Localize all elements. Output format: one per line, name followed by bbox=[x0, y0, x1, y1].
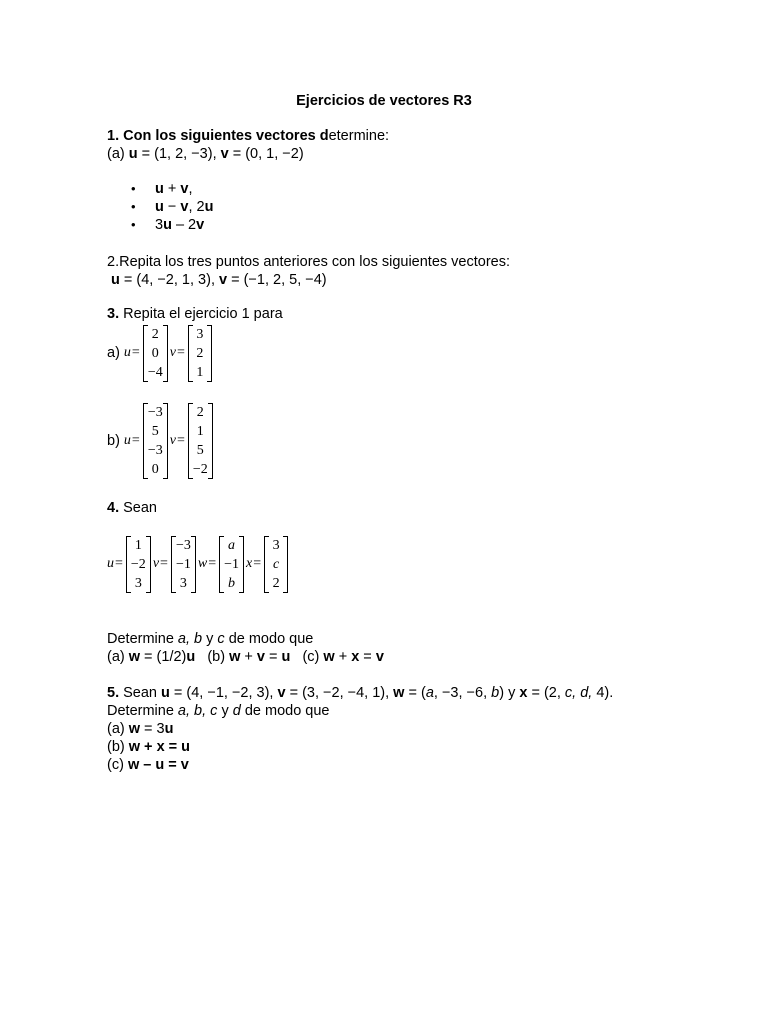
operator: + bbox=[334, 649, 352, 665]
text: = (3, −2, −4, 1), bbox=[285, 685, 394, 701]
equals-sign: = bbox=[160, 556, 168, 571]
matrix-cell: −2 bbox=[130, 556, 146, 572]
equals-sign: = bbox=[208, 556, 217, 571]
equals-sign: = bbox=[176, 345, 185, 360]
label: (a) bbox=[107, 721, 129, 737]
vector-symbol: u bbox=[204, 199, 214, 215]
matrix-cell: 2 bbox=[151, 326, 159, 342]
exercise-5-condition-b bbox=[107, 738, 190, 756]
vector-symbol: u bbox=[128, 146, 138, 162]
bullet-icon: • bbox=[131, 181, 136, 196]
exercise-text: Repita el ejercicio 1 para bbox=[119, 306, 283, 322]
label: (c) bbox=[290, 649, 324, 665]
matrix-cell: 0 bbox=[151, 462, 159, 477]
vector-symbol: v bbox=[180, 199, 189, 215]
text: = (1/2) bbox=[140, 649, 187, 665]
matrix-cell: −3 bbox=[147, 443, 163, 458]
exercise-4-determine bbox=[107, 630, 313, 648]
vector-symbol: v bbox=[220, 146, 229, 162]
vector-symbol: v bbox=[256, 649, 265, 665]
text: = (2, bbox=[527, 685, 565, 701]
matrix-cell: −1 bbox=[224, 556, 239, 572]
page-title: Ejercicios de vectores R3 bbox=[296, 93, 472, 109]
vector-name: u bbox=[107, 556, 114, 571]
matrix-cell: c bbox=[273, 556, 280, 572]
exercise-1-heading bbox=[107, 127, 389, 145]
exercise-2-heading: 2.Repita los tres puntos anteriores con los siguientes vectores: bbox=[107, 254, 510, 270]
vector-symbol: w bbox=[127, 757, 140, 773]
operator: = bbox=[164, 757, 181, 773]
operator: + bbox=[140, 739, 157, 755]
vector-symbol: u bbox=[155, 757, 165, 773]
text: = 3 bbox=[140, 721, 165, 737]
matrix-cell: b bbox=[228, 575, 236, 591]
vector-symbol: x bbox=[156, 739, 165, 755]
vector-symbol: u bbox=[155, 199, 164, 215]
matrix-cell: −3 bbox=[175, 537, 191, 553]
vector-name: v bbox=[152, 556, 160, 571]
vector-value: = (1, 2, −3), bbox=[137, 146, 221, 162]
operator: = bbox=[359, 649, 376, 665]
exercise-1-number: 1. bbox=[107, 128, 120, 144]
equals-sign: = bbox=[131, 433, 140, 448]
text: Determine bbox=[107, 631, 178, 647]
exercise-3b-matrices bbox=[107, 402, 215, 480]
vector-symbol: u bbox=[281, 649, 291, 665]
operator: = bbox=[264, 649, 282, 665]
vector-symbol: w bbox=[393, 685, 405, 701]
vector-symbol: w bbox=[323, 649, 335, 665]
text: , −3, −6, bbox=[433, 685, 492, 701]
matrix-cell: 2 bbox=[196, 345, 204, 361]
exercise-4-heading bbox=[107, 499, 157, 517]
vector-symbol: v bbox=[375, 649, 384, 665]
punctuation: , 2 bbox=[188, 199, 205, 215]
matrix-cell: −3 bbox=[147, 405, 163, 420]
vector-name: x bbox=[246, 556, 253, 571]
matrix-cell: 1 bbox=[196, 364, 204, 380]
label: (b) bbox=[107, 739, 129, 755]
list-item bbox=[155, 216, 204, 234]
matrix-cell: 0 bbox=[151, 345, 159, 361]
exercise-3a-matrices bbox=[107, 324, 214, 382]
matrix-cell: a bbox=[228, 537, 236, 553]
column-vector-x bbox=[264, 536, 288, 593]
label: (c) bbox=[107, 757, 128, 773]
part-label: b) bbox=[107, 433, 120, 449]
vector-symbol: u bbox=[155, 181, 164, 197]
column-vector-v bbox=[188, 403, 213, 479]
punctuation: , bbox=[188, 181, 193, 197]
vector-symbol: u bbox=[181, 739, 191, 755]
column-vector-w bbox=[219, 536, 244, 593]
operator: + bbox=[240, 649, 257, 665]
text: ) y bbox=[499, 685, 520, 701]
exercise-1-heading-rest: etermine: bbox=[328, 128, 390, 144]
label: (b) bbox=[195, 649, 230, 665]
vector-symbol: v bbox=[277, 685, 286, 701]
exercise-4-matrices bbox=[107, 535, 290, 593]
exercise-number: 3. bbox=[107, 306, 120, 322]
vector-symbol: v bbox=[219, 272, 228, 288]
exercise-5-determine bbox=[107, 702, 330, 720]
vector-symbol: u bbox=[161, 685, 170, 701]
exercise-2-vectors bbox=[111, 271, 327, 289]
matrix-cell: 3 bbox=[196, 326, 204, 342]
exercise-3-heading bbox=[107, 305, 283, 323]
text: de modo que bbox=[240, 703, 330, 719]
vector-symbol: w bbox=[229, 649, 241, 665]
variables: a, b, c bbox=[177, 703, 218, 719]
bullet-icon: • bbox=[131, 199, 136, 214]
text: de modo que bbox=[224, 631, 314, 647]
matrix-cell: 5 bbox=[151, 424, 159, 439]
matrix-cell: 1 bbox=[134, 537, 142, 553]
vector-symbol: w bbox=[128, 721, 141, 737]
vector-value: = (4, −2, 1, 3), bbox=[119, 272, 219, 288]
vector-symbol: x bbox=[519, 685, 528, 701]
exercise-5-heading bbox=[107, 684, 613, 702]
column-vector-u bbox=[126, 536, 151, 593]
text: = ( bbox=[404, 685, 426, 701]
part-label: a) bbox=[107, 345, 120, 361]
matrix-cell: 3 bbox=[272, 537, 280, 553]
vector-symbol: w bbox=[128, 739, 141, 755]
vector-symbol: v bbox=[180, 757, 189, 773]
vector-value: = (−1, 2, 5, −4) bbox=[227, 272, 327, 288]
operator: = bbox=[164, 739, 182, 755]
coefficient: 3 bbox=[155, 217, 164, 233]
operator: − bbox=[163, 199, 181, 215]
text: y bbox=[217, 703, 233, 719]
vector-symbol: u bbox=[163, 217, 172, 233]
vector-symbol: u bbox=[164, 721, 174, 737]
vector-symbol: v bbox=[180, 181, 189, 197]
exercise-5-condition-a bbox=[107, 720, 173, 738]
list-item bbox=[155, 198, 213, 216]
exercise-number: 5. bbox=[107, 685, 120, 701]
vector-name: w bbox=[197, 556, 208, 571]
matrix-cell: −2 bbox=[192, 462, 208, 477]
exercise-1-vectors bbox=[107, 145, 304, 163]
matrix-cell: 1 bbox=[196, 424, 204, 439]
variable: d bbox=[232, 703, 241, 719]
operator: + bbox=[163, 181, 181, 197]
column-vector-v bbox=[188, 325, 212, 382]
label: (a) bbox=[107, 146, 129, 162]
variable: a bbox=[425, 685, 434, 701]
matrix-cell: 2 bbox=[272, 575, 280, 591]
variable: c, d, bbox=[564, 685, 593, 701]
vector-name: u bbox=[123, 345, 131, 360]
exercise-number: 4. bbox=[107, 500, 120, 516]
vector-value: = (0, 1, −2) bbox=[228, 146, 304, 162]
matrix-cell: −4 bbox=[147, 364, 163, 380]
column-vector-u bbox=[143, 325, 168, 382]
text: 4). bbox=[592, 685, 614, 701]
text: y bbox=[202, 631, 218, 647]
matrix-cell: 5 bbox=[196, 443, 204, 458]
exercise-text: Sean bbox=[119, 500, 157, 516]
equals-sign: = bbox=[253, 556, 262, 571]
bullet-icon: • bbox=[131, 217, 136, 232]
list-item bbox=[155, 180, 193, 198]
vector-symbol: u bbox=[186, 649, 196, 665]
vector-symbol: u bbox=[111, 272, 120, 288]
variables: a, b bbox=[177, 631, 203, 647]
operator: – 2 bbox=[171, 217, 197, 233]
text: Determine bbox=[107, 703, 178, 719]
matrix-cell: 3 bbox=[134, 575, 142, 591]
exercise-4-conditions bbox=[107, 648, 384, 666]
matrix-cell: 3 bbox=[179, 575, 187, 591]
exercise-5-condition-c bbox=[107, 756, 189, 774]
vector-name: u bbox=[123, 433, 131, 448]
equals-sign: = bbox=[131, 345, 140, 360]
vector-name: v bbox=[169, 345, 176, 360]
text: = (4, −1, −2, 3), bbox=[169, 685, 278, 701]
column-vector-v bbox=[171, 536, 196, 593]
column-vector-u bbox=[143, 403, 168, 479]
variables: c bbox=[217, 631, 225, 647]
vector-name: v bbox=[169, 433, 176, 448]
equals-sign: = bbox=[115, 556, 123, 571]
text: Sean bbox=[119, 685, 162, 701]
matrix-cell: 2 bbox=[196, 405, 204, 420]
exercise-1-heading-bold: Con los siguientes vectores d bbox=[119, 128, 329, 144]
label: (a) bbox=[107, 649, 129, 665]
matrix-cell: −1 bbox=[175, 556, 191, 572]
operator: – bbox=[139, 757, 156, 773]
vector-symbol: x bbox=[351, 649, 360, 665]
variable: b bbox=[491, 685, 500, 701]
vector-symbol: v bbox=[196, 217, 205, 233]
equals-sign: = bbox=[176, 433, 185, 448]
vector-symbol: w bbox=[128, 649, 141, 665]
